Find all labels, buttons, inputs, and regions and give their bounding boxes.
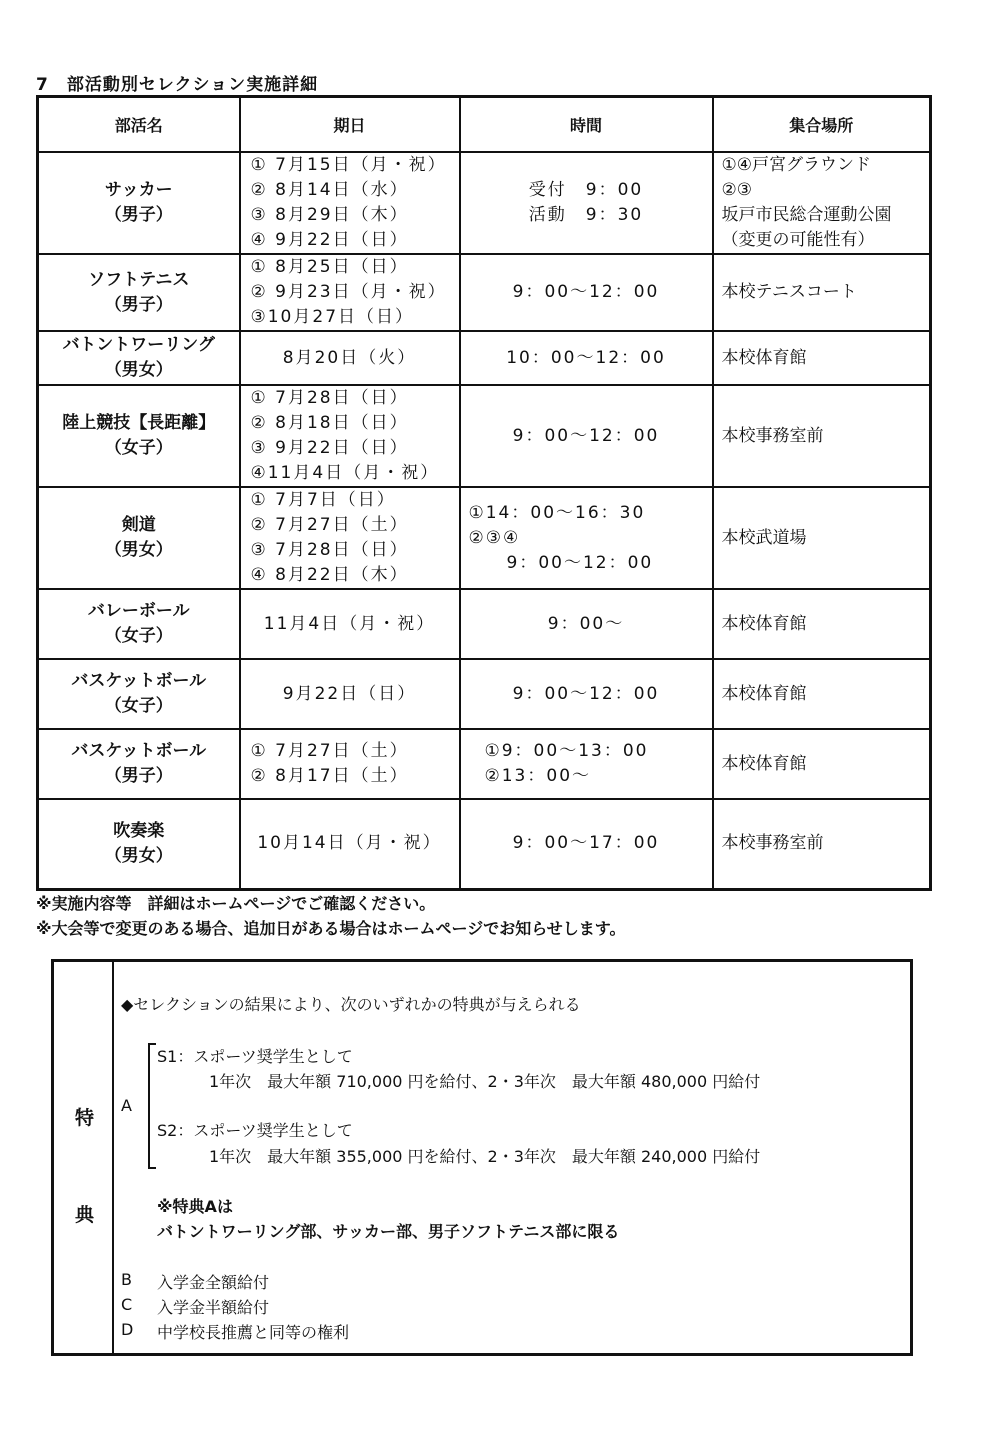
table-row bbox=[38, 254, 931, 331]
note-details: ※実施内容等 詳細はホームページでご確認ください。 bbox=[36, 894, 436, 913]
place-cell: 本校体育館 bbox=[713, 331, 931, 385]
time-cell: 受付 9：00 活動 9：30 bbox=[460, 152, 713, 254]
place-cell: 本校テニスコート bbox=[713, 254, 931, 331]
time-cell: ①9：00～13：00 ②13：00～ bbox=[460, 729, 713, 799]
benefit-a-note-detail: バトントワーリング部、サッカー部、男子ソフトテニス部に限る bbox=[157, 1222, 620, 1241]
benefit-c-key: C bbox=[121, 1295, 133, 1314]
benefit-b-text: 入学金全額給付 bbox=[157, 1273, 270, 1292]
note-changes: ※大会等で変更のある場合、追加日がある場合はホームページでお知らせします。 bbox=[36, 919, 626, 938]
dates-cell: 11月4日（月・祝） bbox=[240, 589, 460, 659]
benefit-c-text: 入学金半額給付 bbox=[157, 1298, 270, 1317]
time-cell: 9：00～17：00 bbox=[460, 799, 713, 889]
dates-cell: 9月22日（日） bbox=[240, 659, 460, 729]
place-cell: 本校事務室前 bbox=[713, 799, 931, 889]
benefit-a-label: A bbox=[121, 1096, 132, 1115]
benefits-box bbox=[51, 959, 913, 1356]
dates-cell: ① 7月15日（月・祝） ② 8月14日（水） ③ 8月29日（木） ④ 9月22日（日） bbox=[240, 152, 460, 254]
time-cell: 9：00～ bbox=[460, 589, 713, 659]
section-title: 7 部活動別セレクション実施詳細 bbox=[36, 75, 319, 95]
benefits-label-char-2: 典 bbox=[75, 1204, 95, 1226]
header-place: 集合場所 bbox=[713, 97, 931, 153]
benefit-d-key: D bbox=[121, 1320, 134, 1339]
table-row bbox=[38, 385, 931, 487]
time-cell: ①14：00～16：30 ②③④ 9：00～12：00 bbox=[460, 487, 713, 589]
place-cell: 本校体育館 bbox=[713, 729, 931, 799]
s1-title: S1：スポーツ奨学生として bbox=[157, 1047, 353, 1066]
dates-cell: 10月14日（月・祝） bbox=[240, 799, 460, 889]
club-name: 吹奏楽 （男女） bbox=[38, 799, 240, 889]
header-date: 期日 bbox=[240, 97, 460, 153]
table-row bbox=[38, 487, 931, 589]
time-cell: 9：00～12：00 bbox=[460, 385, 713, 487]
club-name: バスケットボール （男子） bbox=[38, 729, 240, 799]
club-name: ソフトテニス （男子） bbox=[38, 254, 240, 331]
s1-detail: 1年次 最大年額 710,000 円を給付、2・3年次 最大年額 480,000 円給付 bbox=[209, 1072, 761, 1091]
table-row bbox=[38, 799, 931, 889]
place-cell: ①④戸宮グラウンド ②③ 坂戸市民総合運動公園 （変更の可能性有） bbox=[713, 152, 931, 254]
dates-cell: ① 7月28日（日） ② 8月18日（日） ③ 9月22日（日） ④11月4日（月・祝） bbox=[240, 385, 460, 487]
header-club: 部活名 bbox=[38, 97, 240, 153]
club-name: バスケットボール （女子） bbox=[38, 659, 240, 729]
table-header-row bbox=[38, 97, 931, 153]
time-cell: 9：00～12：00 bbox=[460, 659, 713, 729]
club-name: 剣道 （男女） bbox=[38, 487, 240, 589]
benefit-a-note-title: ※特典Aは bbox=[157, 1197, 233, 1216]
benefit-a-bracket bbox=[148, 1043, 156, 1169]
table-row bbox=[38, 659, 931, 729]
club-name: バレーボール （女子） bbox=[38, 589, 240, 659]
club-name: 陸上競技【長距離】 （女子） bbox=[38, 385, 240, 487]
header-time: 時間 bbox=[460, 97, 713, 153]
table-row bbox=[38, 589, 931, 659]
benefit-b-key: B bbox=[121, 1270, 132, 1289]
place-cell: 本校武道場 bbox=[713, 487, 931, 589]
club-name: バトントワーリング （男女） bbox=[38, 331, 240, 385]
club-name: サッカー （男子） bbox=[38, 152, 240, 254]
table-row bbox=[38, 152, 931, 254]
s2-detail: 1年次 最大年額 355,000 円を給付、2・3年次 最大年額 240,000 円給付 bbox=[209, 1147, 761, 1166]
place-cell: 本校事務室前 bbox=[713, 385, 931, 487]
dates-cell: ① 7月7日（日） ② 7月27日（土） ③ 7月28日（日） ④ 8月22日（木） bbox=[240, 487, 460, 589]
dates-cell: 8月20日（火） bbox=[240, 331, 460, 385]
place-cell: 本校体育館 bbox=[713, 659, 931, 729]
selection-table bbox=[36, 95, 932, 891]
dates-cell: ① 8月25日（日） ② 9月23日（月・祝） ③10月27日（日） bbox=[240, 254, 460, 331]
s2-title: S2：スポーツ奨学生として bbox=[157, 1121, 353, 1140]
table-row bbox=[38, 729, 931, 799]
benefits-intro: ◆セレクションの結果により、次のいずれかの特典が与えられる bbox=[121, 995, 581, 1014]
benefits-label bbox=[54, 962, 114, 1353]
place-cell: 本校体育館 bbox=[713, 589, 931, 659]
dates-cell: ① 7月27日（土） ② 8月17日（土） bbox=[240, 729, 460, 799]
table-row bbox=[38, 331, 931, 385]
time-cell: 10：00～12：00 bbox=[460, 331, 713, 385]
benefits-label-char-1: 特 bbox=[75, 1107, 95, 1129]
benefit-d-text: 中学校長推薦と同等の権利 bbox=[157, 1323, 350, 1342]
time-cell: 9：00～12：00 bbox=[460, 254, 713, 331]
